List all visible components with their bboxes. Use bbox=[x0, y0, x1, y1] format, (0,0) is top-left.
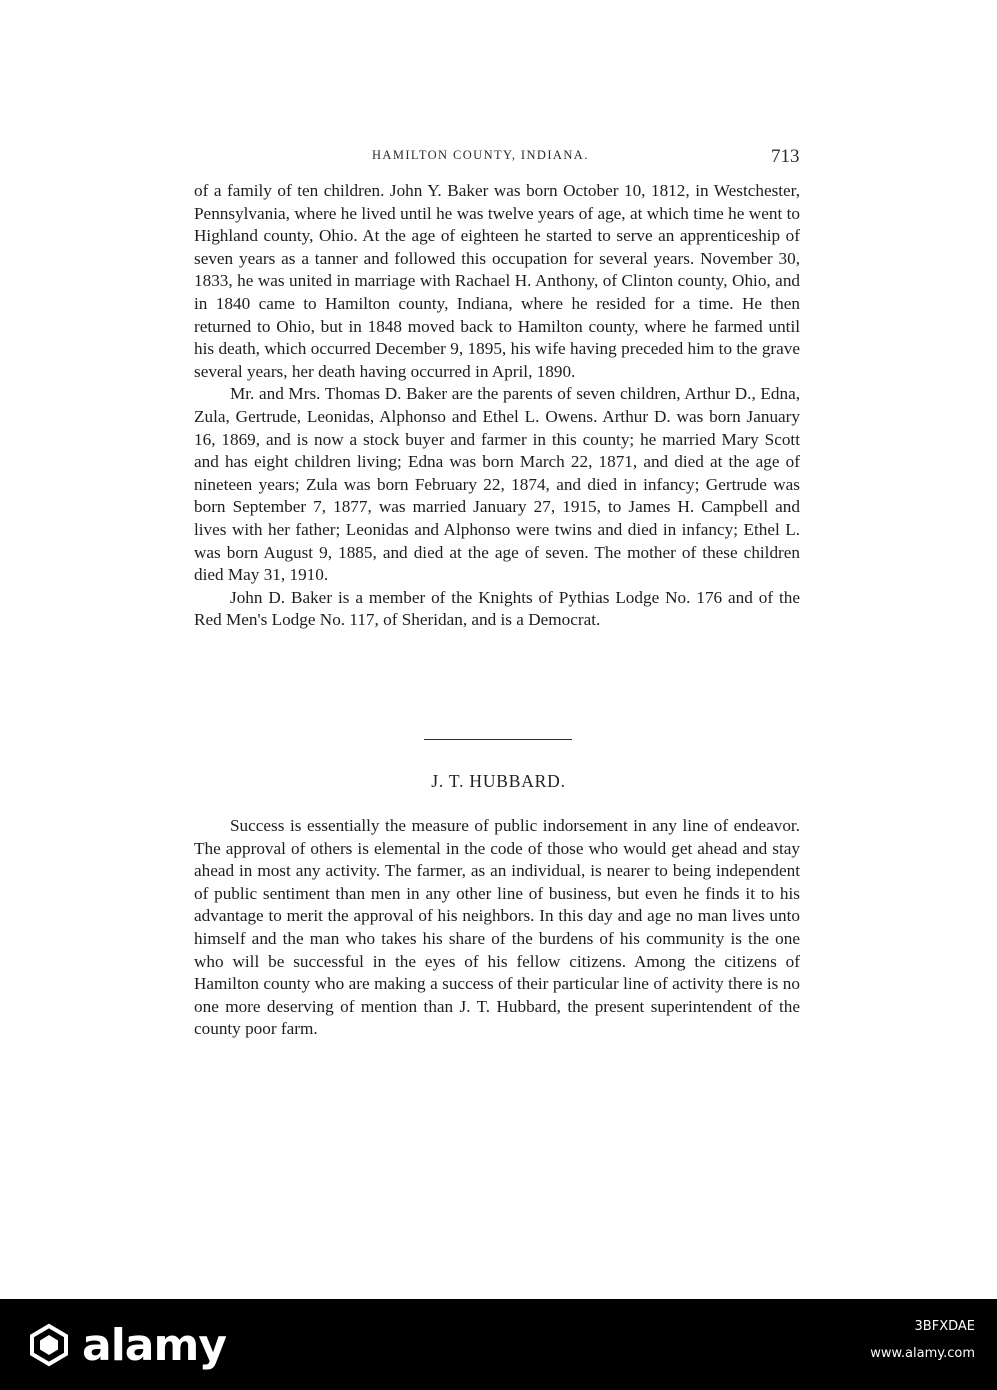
site-url: www.alamy.com bbox=[870, 1346, 975, 1361]
alamy-logo-icon bbox=[26, 1322, 72, 1368]
section-body-text bbox=[194, 815, 800, 1041]
alamy-logo bbox=[26, 1313, 486, 1377]
paragraph: John D. Baker is a member of the Knights of Pythias Lodge No. 176 and of the Red Men's Lodge No. 117, of Sheridan, and is a Democrat. bbox=[194, 587, 800, 630]
image-id: 3BFXDAE bbox=[914, 1319, 975, 1334]
paragraph: of a family of ten children. John Y. Baker was born October 10, 1812, in Westchester, Pennsylvania, where he lived until he was twelve years of age, at which time he went to Highland county, Ohio. At the age of eighteen he started to serve an apprenticeship of seven years as a tanner and followed this occupation for several years. November 30, 1833, he was united in marriage with Rachael H. Anthony, of Clinton county, Ohio, and in 1840 came to Hamilton county, Indiana, where he resided for a time. He then returned to Ohio, but in 1848 moved back to Hamilton county, where he farmed until his death, which occurred December 9, 1895, his wife having preceded him to the grave several years, her death having occurred in April, 1890. bbox=[194, 181, 800, 381]
paragraph: Success is essentially the measure of public indorsement in any line of endeavor. The approval of others is elemental in the code of those who would get ahead and stay ahead in most any activity. The farmer, as an individual, is nearer to being independent of public sentiment than men in any other line of business, but even he finds it to his advantage to merit the approval of his neighbors. In this day and age no man lives unto himself and the man who takes his share of the burdens of his community is the one who will be successful in the eyes of his fellow citizens. Among the citizens of Hamilton county who are making a success of their particular line of activity there is no one more deserving of mention than J. T. Hubbard, the present superintendent of the county poor farm. bbox=[194, 816, 800, 1039]
body-text bbox=[194, 180, 800, 632]
brand-name: alamy bbox=[82, 1319, 226, 1371]
page-number: 713 bbox=[771, 146, 800, 167]
paragraph: Mr. and Mrs. Thomas D. Baker are the parents of seven children, Arthur D., Edna, Zula, Gertrude, Leonidas, Alphonso and Ethel L. Owens. Arthur D. was born January 16, 1869, and is now a stock buyer and farmer in this county; he married Mary Scott and has eight children living; Edna was born March 22, 1871, and died at the age of nineteen years; Zula was born February 22, 1874, and died in infancy; Gertrude was born September 7, 1877, was married January 27, 1915, to James H. Campbell and lives with her father; Leonidas and Alphonso were twins and died in infancy; Ethel L. was born August 9, 1885, and died at the age of seven. The mother of these children died May 31, 1910. bbox=[194, 384, 800, 585]
running-head: HAMILTON COUNTY, INDIANA. bbox=[372, 148, 589, 162]
section-divider bbox=[424, 739, 572, 740]
section-heading: J. T. HUBBARD. bbox=[431, 771, 566, 791]
watermark-banner bbox=[0, 1299, 997, 1390]
